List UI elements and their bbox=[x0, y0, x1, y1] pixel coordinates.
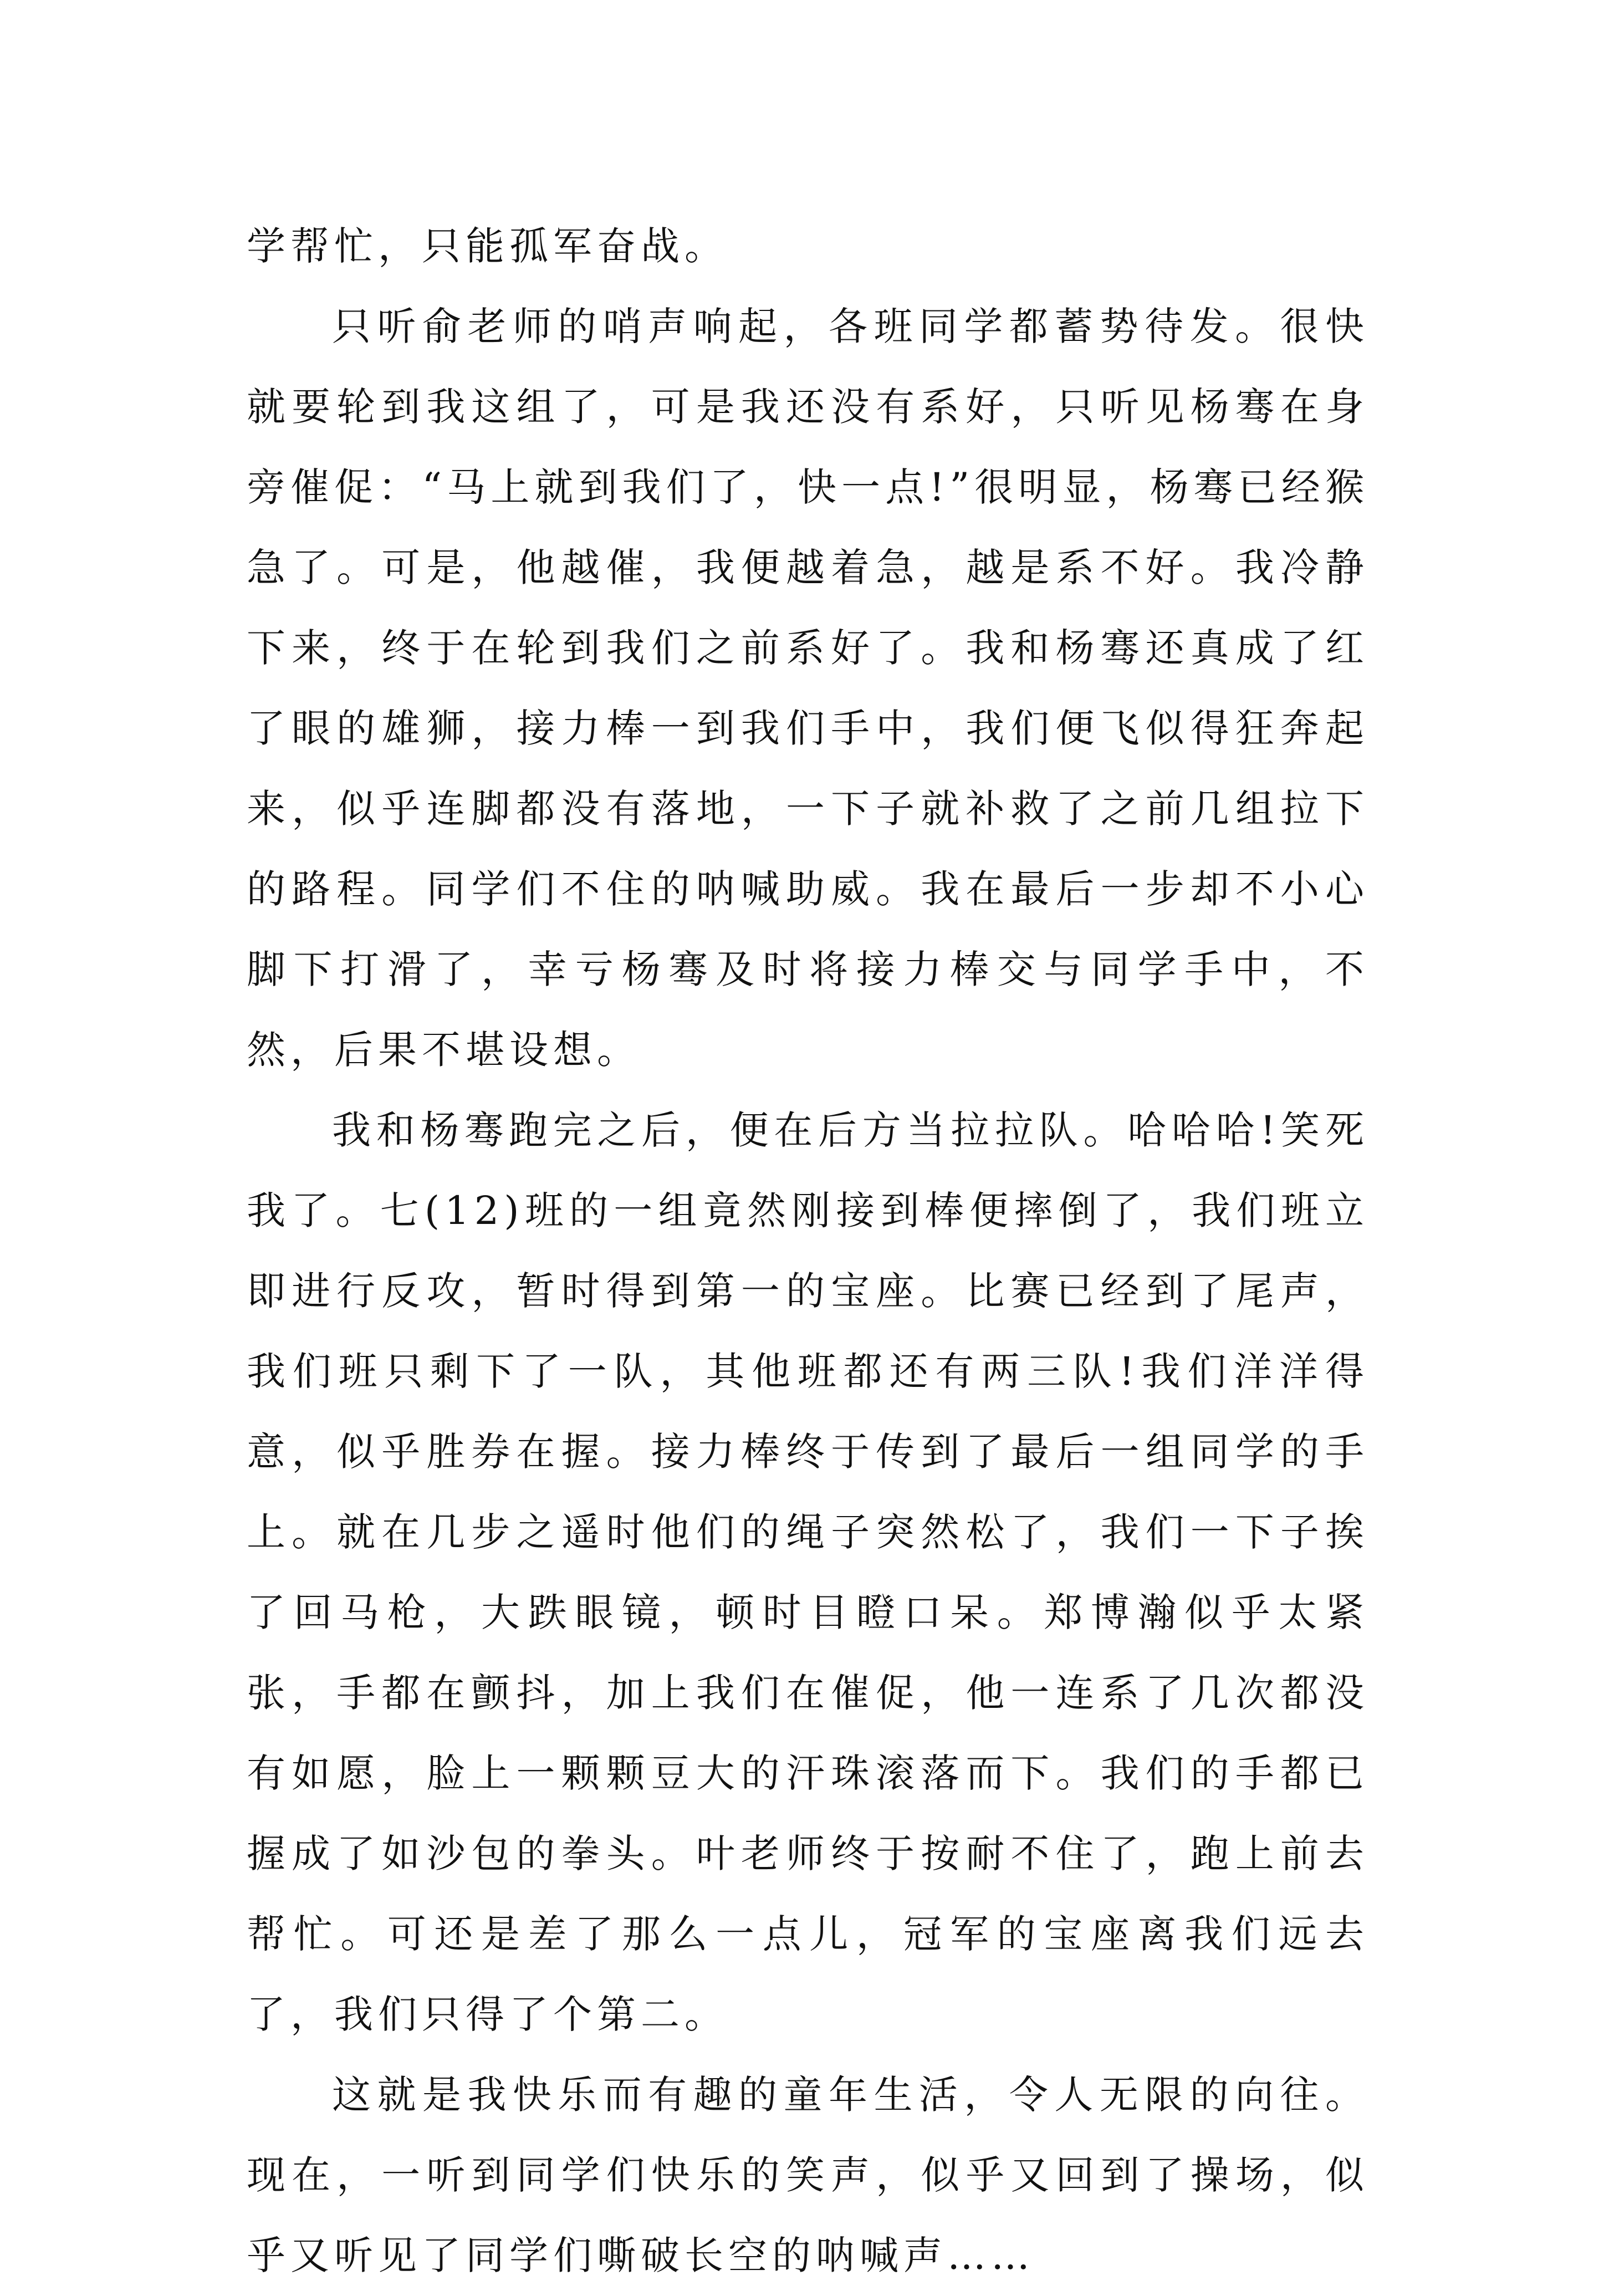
document-body bbox=[247, 206, 1369, 2296]
paragraph-continuation: 学帮忙，只能孤军奋战。 bbox=[247, 223, 728, 269]
paragraph-relay-start: 只听俞老师的哨声响起，各班同学都蓄势待发。很快就要轮到我这组了，可是我还没有系好，只听见杨骞在身旁催促：“马上就到我们了，快一点!”很明显，杨骞已经猴急了。可是，他越催，我便越着急，越是系不好。我冷静下来，终于在轮到我们之前系好了。我和杨骞还真成了红了眼的雄狮，接力棒一到我们手中，我们便飞似得狂奔起来，似乎连脚都没有落地，一下子就补救了之前几组拉下的路程。同学们不住的呐喊助威。我在最后一步却不小心脚下打滑了，幸亏杨骞及时将接力棒交与同学手中，不然，后果不堪设想。 bbox=[247, 304, 1369, 1073]
paragraph-conclusion: 这就是我快乐而有趣的童年生活，令人无限的向往。现在，一听到同学们快乐的笑声，似乎又回到了操场，似乎又听见了同学们嘶破长空的呐喊声…… bbox=[247, 2072, 1369, 2278]
paragraph-relay-finish: 我和杨骞跑完之后，便在后方当拉拉队。哈哈哈!笑死我了。七(12)班的一组竟然刚接到棒便摔倒了，我们班立即进行反攻，暂时得到第一的宝座。比赛已经到了尾声，我们班只剩下了一队，其他班都还有两三队!我们洋洋得意，似乎胜券在握。接力棒终于传到了最后一组同学的手上。就在几步之遥时他们的绳子突然松了，我们一下子挨了回马枪，大跌眼镜，顿时目瞪口呆。郑博瀚似乎太紧张，手都在颤抖，加上我们在催促，他一连系了几次都没有如愿，脸上一颗颗豆大的汗珠滚落而下。我们的手都已握成了如沙包的拳头。叶老师终于按耐不住了，跑上前去帮忙。可还是差了那么一点儿，冠军的宝座离我们远去了，我们只得了个第二。 bbox=[247, 1108, 1369, 2037]
